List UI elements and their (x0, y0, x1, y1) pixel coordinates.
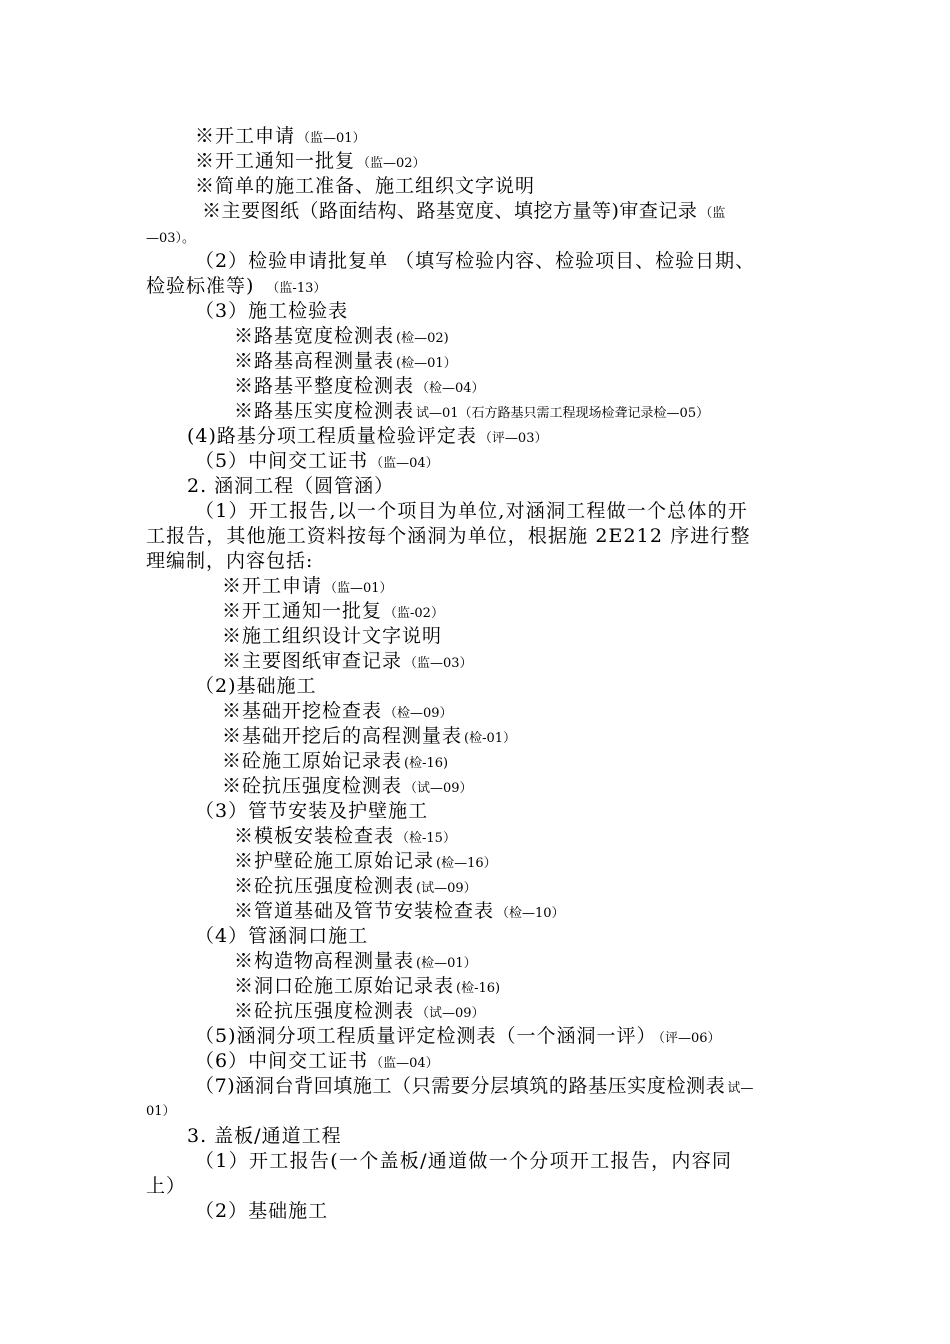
text-line: 理编制，内容包括: (146, 550, 314, 572)
text-line: （1）开工报告(一个盖板/通道做一个分项开工报告，内容同 (195, 1150, 733, 1172)
text-line: ※施工组织设计文字说明 (222, 625, 443, 647)
section-heading: 3. 盖板/通道工程 (187, 1125, 342, 1147)
text-line: 工报告，其他施工资料按每个涵洞为单位，根据施 2E212 序进行整 (146, 525, 751, 547)
text-line: ※管道基础及管节安装检查表 （检—10） (234, 900, 565, 922)
text-line: ※基础开挖后的高程测量表 (检-01） (222, 725, 517, 747)
text-line: ※砼施工原始记录表 (检-16) (222, 750, 449, 772)
text-line: ※砼抗压强度检测表 (试—09） (234, 875, 477, 897)
text-line: ※开工申请 （监—01） (222, 575, 393, 597)
text-line: 01） (146, 1104, 176, 1119)
text-line: （5)涵洞分项工程质量评定检测表（一个涵洞一评） （评—06） (195, 1025, 721, 1047)
text-line: ※砼抗压强度检测表 （试—09） (222, 775, 473, 797)
text-line: ※主要图纸（路面结构、路基宽度、填挖方量等)审查记录 （监 (202, 200, 726, 222)
text-line: ※基础开挖检查表 （检—09） (222, 700, 453, 722)
text-line: （2)基础施工 (195, 675, 317, 697)
text-line: —03）。 (146, 231, 196, 246)
text-line: ※洞口砼施工原始记录表 (检-16) (234, 975, 501, 997)
text-line: ※路基压实度检测表 试—01（石方路基只需工程现场检聋记录检—05） (234, 400, 710, 422)
text-line: (4)路基分项工程质量检验评定表 （评—03） (187, 425, 548, 447)
text-line: ※开工通知一批复 （监—02） (195, 150, 426, 172)
text-line: （2）基础施工 (195, 1200, 329, 1222)
text-line: （6）中间交工证书 （监—04） (195, 1050, 439, 1072)
text-line: ※路基平整度检测表 （检—04） (234, 375, 485, 397)
text-line: ※开工通知一批复 （监-02） (222, 600, 444, 622)
text-line: （2）检验申请批复单 （填写检验内容、检验项目、检验日期、 (195, 250, 756, 272)
text-line: ※开工申请 （监—01） (195, 125, 366, 147)
text-line: （1）开工报告,以一个项目为单位,对涵洞工程做一个总体的开 (195, 500, 748, 522)
text-line: （3）施工检验表 (195, 300, 349, 322)
text-line: ※护壁砼施工原始记录 (检—16） (234, 850, 497, 872)
text-line: ※简单的施工准备、施工组织文字说明 (195, 175, 536, 197)
section-heading: 2. 涵洞工程（圆管涵） (187, 475, 395, 497)
text-line: 检验标准等) （监-13） (146, 275, 327, 297)
text-line: ※路基高程测量表 (检—01） (234, 350, 457, 372)
text-line: ※主要图纸审查记录 （监—03） (222, 650, 473, 672)
text-line: ※砼抗压强度检测表 （试—09） (234, 1000, 485, 1022)
text-line: （5）中间交工证书 （监—04） (195, 450, 439, 472)
text-line: （3）管节安装及护壁施工 (195, 800, 429, 822)
text-line: 上） (146, 1175, 187, 1197)
text-line: （4）管涵洞口施工 (195, 925, 369, 947)
text-line: ※模板安装检查表 （检-15） (234, 825, 456, 847)
text-line: （7)涵洞台背回填施工（只需要分层填筑的路基压实度检测表 试— (195, 1075, 754, 1097)
text-line: ※路基宽度检测表 (检—02) (234, 325, 449, 347)
text-line: ※构造物高程测量表 (检—01） (234, 950, 477, 972)
